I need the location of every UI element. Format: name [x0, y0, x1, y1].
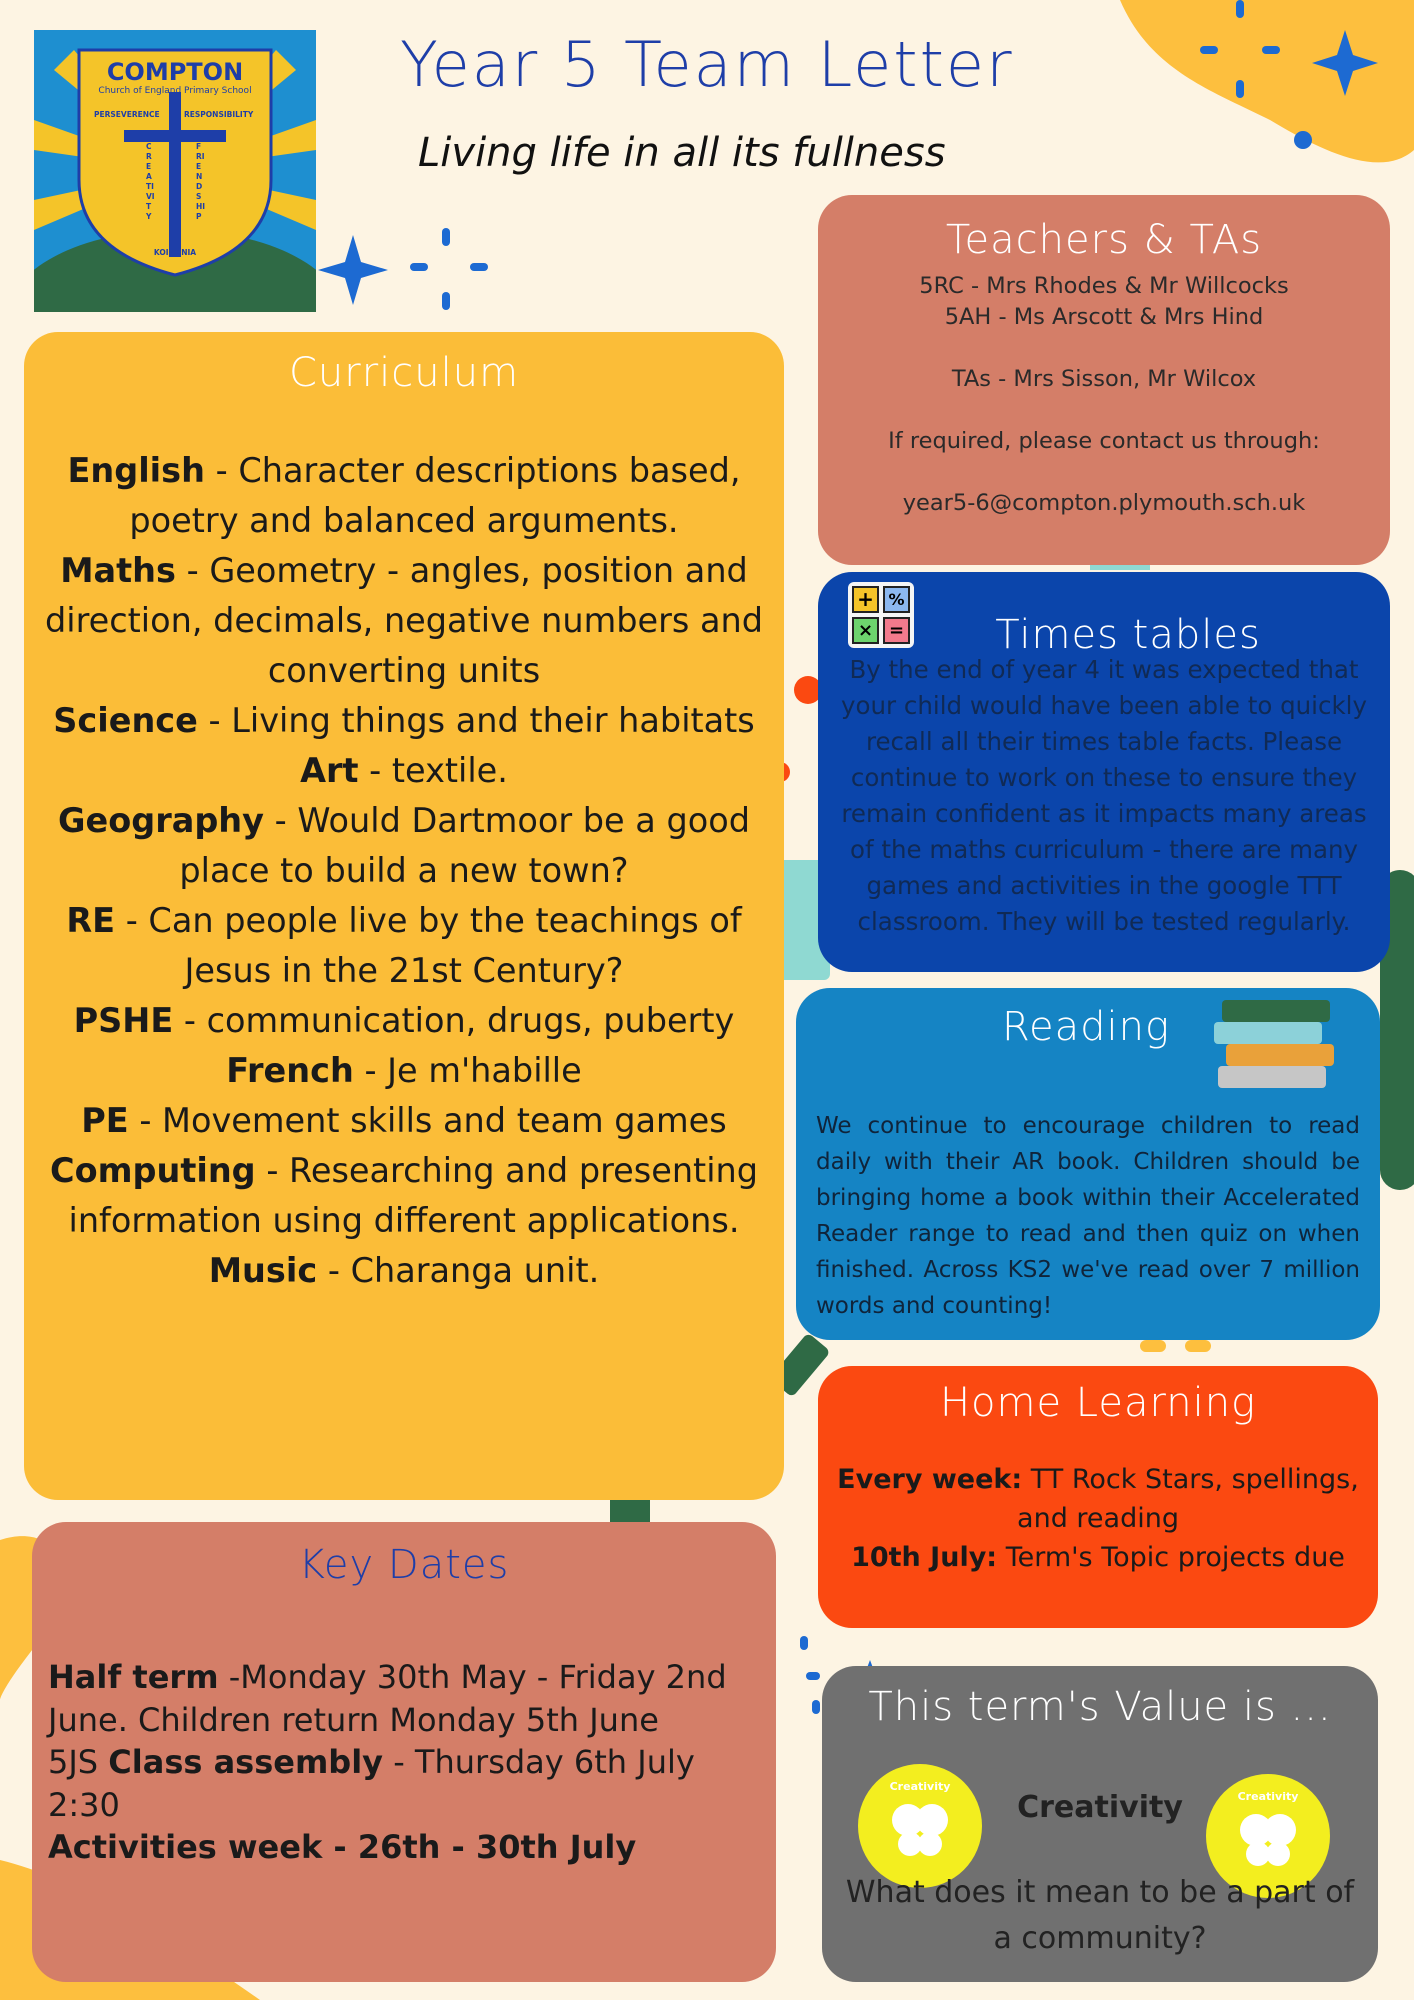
home-learning-item: Every week: TT Rock Stars, spellings, and reading: [837, 1464, 1359, 1534]
curriculum-panel: [24, 332, 784, 1500]
curriculum-line: Science - Living things and their habitats: [53, 701, 755, 740]
home-learning-panel: [818, 1366, 1378, 1628]
curriculum-line: converting units: [267, 651, 541, 690]
key-dates-title: Key Dates: [298, 1542, 510, 1588]
teachers-list: [818, 271, 1390, 519]
creativity-badge-icon: Creativity: [1206, 1774, 1330, 1898]
teachers-line: [818, 395, 1390, 426]
curriculum-line: Geography - Would Dartmoor be a good: [57, 801, 750, 840]
teachers-line: 5RC - Mrs Rhodes & Mr Willcocks: [919, 273, 1289, 299]
value-panel: [822, 1666, 1378, 1982]
times-tables-panel: [818, 572, 1390, 972]
home-learning-title: Home Learning: [939, 1380, 1257, 1426]
curriculum-line: French - Je m'habille: [226, 1051, 582, 1090]
teachers-line: year5-6@compton.plymouth.sch.uk: [902, 490, 1306, 516]
key-date-line: Activities week - 26th - 30th July: [48, 1828, 637, 1866]
logo-value-vertical-left: CREATIVITY: [146, 142, 155, 221]
key-dates-list: [48, 1656, 772, 1869]
key-date-line: Half term -Monday 30th May - Friday 2nd June. Children return Monday 5th June: [48, 1658, 727, 1739]
curriculum-line: Computing - Researching and presenting: [50, 1151, 758, 1190]
curriculum-line: PSHE - communication, drugs, puberty: [73, 1001, 735, 1040]
curriculum-title: Curriculum: [288, 350, 520, 396]
curriculum-line: poetry and balanced arguments.: [129, 501, 679, 540]
reading-text: We continue to encourage children to read daily with their AR book. Children should be bringing home a book within their Accelerated Reader range to read and then quiz on when finished. Across KS2 we've read over 7 million words and counting!: [816, 1113, 1360, 1319]
teachers-line: [818, 333, 1390, 364]
teachers-line: [818, 457, 1390, 488]
teachers-line: TAs - Mrs Sisson, Mr Wilcox: [951, 366, 1257, 392]
books-icon: [1208, 988, 1338, 1094]
curriculum-line: Art - textile.: [300, 751, 508, 790]
curriculum-line: Music - Charanga unit.: [208, 1251, 600, 1290]
curriculum-line: direction, decimals, negative numbers and: [45, 601, 763, 640]
value-question: What does it mean to be a part of a community?: [845, 1875, 1355, 1956]
times-tables-text: By the end of year 4 it was expected that your child would have been able to quickly recall all their times table facts. Please continue to work on these to ensure they remain confident as it impacts many areas of the maths curriculum - there are many games and activities in the google TTT classroom. They will be tested regularly.: [841, 655, 1367, 936]
page-title: Year 5 Team Letter: [400, 28, 1014, 101]
logo-value-vertical-right: FRIENDSHIP: [196, 142, 206, 221]
key-date-line: 5JS Class assembly - Thursday 6th July 2:30: [48, 1743, 695, 1824]
teachers-line: 5AH - Ms Arscott & Mrs Hind: [944, 304, 1264, 330]
logo-value-right: RESPONSIBILITY: [184, 110, 254, 119]
logo-tagline: Church of England Primary School: [98, 86, 252, 96]
creativity-badge-icon: Creativity: [858, 1764, 982, 1888]
reading-title: Reading: [1002, 1004, 1170, 1050]
value-name: Creativity: [1017, 1790, 1183, 1825]
key-dates-panel: [32, 1522, 776, 1982]
page-subtitle: Living life in all its fullness: [418, 130, 946, 176]
teachers-line: If required, please contact us through:: [888, 428, 1320, 454]
curriculum-line: place to build a new town?: [179, 851, 629, 890]
curriculum-line: English - Character descriptions based,: [67, 451, 741, 490]
math-symbols-icon: + % × =: [848, 582, 914, 648]
curriculum-list: [44, 446, 764, 1296]
school-logo: [34, 30, 316, 312]
logo-value-left: PERSEVERENCE: [94, 110, 160, 119]
home-learning-item: 10th July: Term's Topic projects due: [851, 1542, 1345, 1573]
curriculum-line: information using different applications.: [68, 1201, 740, 1240]
sparkle-star-icon: [318, 235, 388, 305]
value-title: This term's Value is ...: [868, 1684, 1332, 1730]
times-tables-title: Times tables: [995, 612, 1261, 658]
curriculum-line: RE - Can people live by the teachings of: [66, 901, 742, 940]
curriculum-line: Maths - Geometry - angles, position and: [60, 551, 748, 590]
reading-panel: [796, 988, 1380, 1340]
logo-school-name: COMPTON: [106, 58, 244, 86]
top-right-blob: [1120, 0, 1414, 162]
logo-value-bottom: KOINONIA: [153, 248, 197, 257]
teachers-title: Teachers & TAs: [945, 217, 1263, 263]
curriculum-line: Jesus in the 21st Century?: [184, 951, 624, 990]
curriculum-line: PE - Movement skills and team games: [81, 1101, 727, 1140]
teachers-panel: [818, 195, 1390, 565]
home-learning-list: [808, 1460, 1388, 1577]
